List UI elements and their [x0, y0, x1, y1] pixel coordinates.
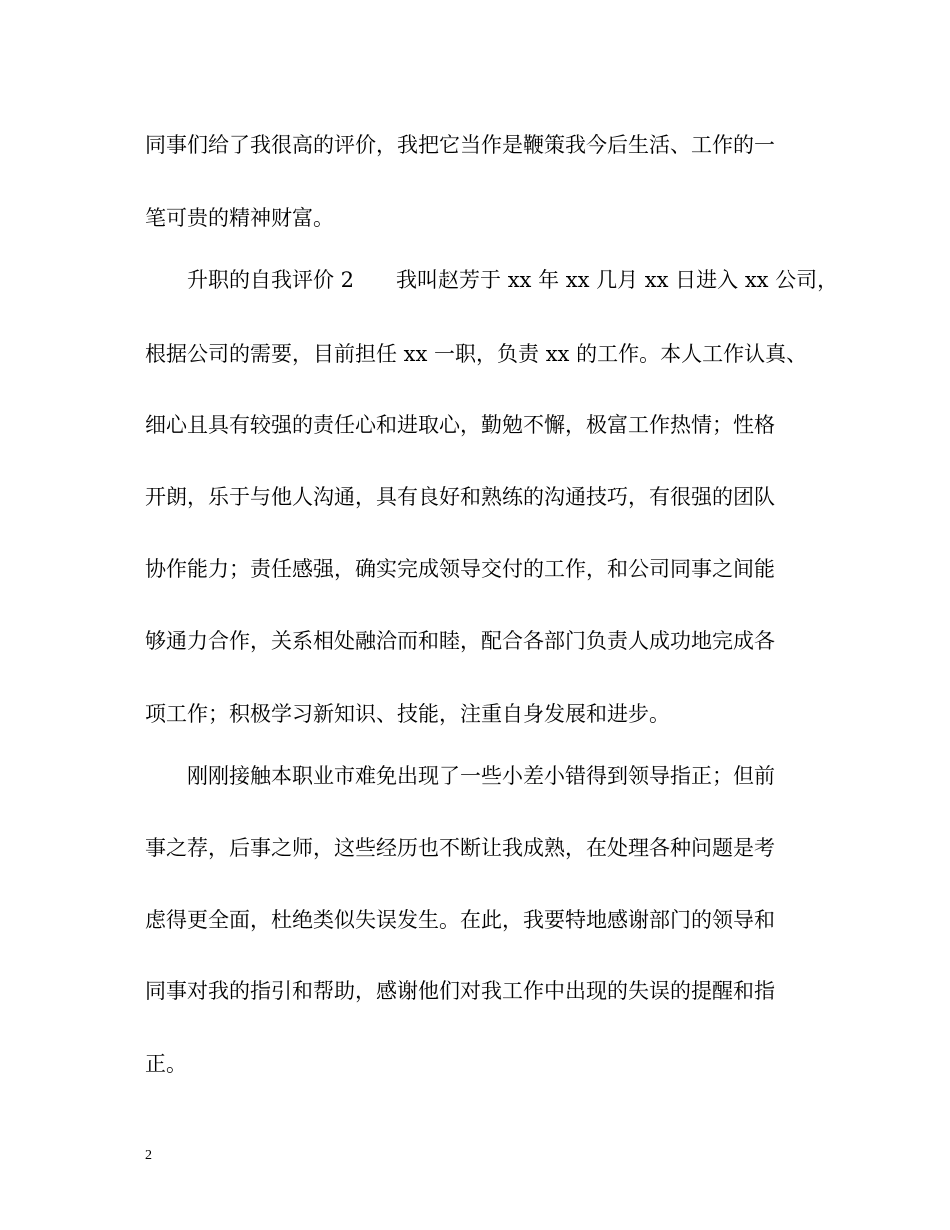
text-line: 同事对我的指引和帮助，感谢他们对我工作中出现的失误的提醒和指 — [145, 979, 775, 1003]
text-line: 开朗，乐于与他人沟通，具有良好和熟练的沟通技巧，有很强的团队 — [145, 485, 775, 509]
page-number: 2 — [145, 1148, 152, 1163]
text-line: 升职的自我评价 2 我叫赵芳于 xx 年 xx 几月 xx 日进入 xx 公司， — [145, 268, 839, 292]
text-line: 正。 — [145, 1052, 187, 1076]
text-line: 细心且具有较强的责任心和进取心，勤勉不懈，极富工作热情；性格 — [145, 413, 775, 437]
text-line: 项工作；积极学习新知识、技能，注重自身发展和进步。 — [145, 702, 670, 726]
text-line: 协作能力；责任感强，确实完成领导交付的工作，和公司同事之间能 — [145, 557, 775, 581]
text-line: 同事们给了我很高的评价，我把它当作是鞭策我今后生活、工作的一 — [145, 133, 775, 157]
text-line: 根据公司的需要，目前担任 xx 一职，负责 xx 的工作。本人工作认真、 — [145, 342, 808, 366]
text-line: 事之荐，后事之师，这些经历也不断让我成熟，在处理各种问题是考 — [145, 836, 775, 860]
text-line: 虑得更全面，杜绝类似失误发生。在此，我要特地感谢部门的领导和 — [145, 908, 775, 932]
text-line: 够通力合作，关系相处融洽而和睦，配合各部门负责人成功地完成各 — [145, 629, 775, 653]
text-line: 刚刚接触本职业市难免出现了一些小差小错得到领导指正；但前 — [145, 764, 775, 788]
text-line: 笔可贵的精神财富。 — [145, 206, 334, 230]
